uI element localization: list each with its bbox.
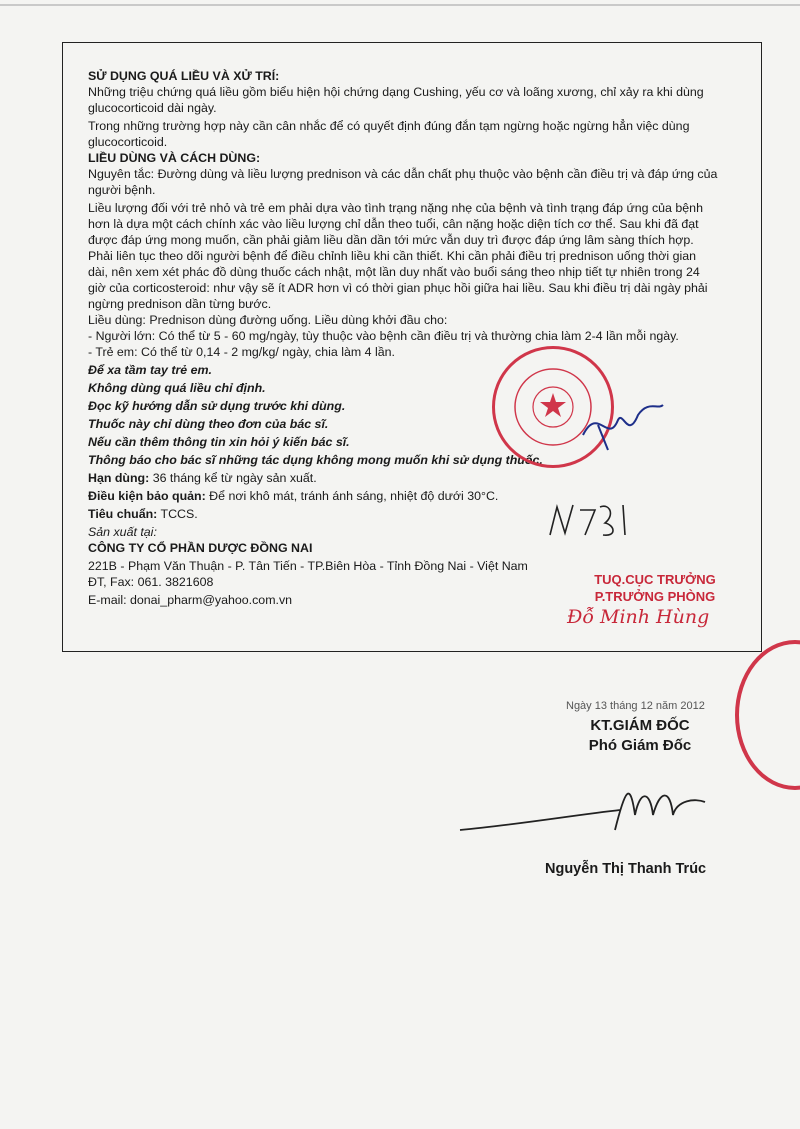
signoff-name: Nguyễn Thị Thanh Trúc — [545, 861, 707, 877]
dosage-heading: LIỀU DÙNG VÀ CÁCH DÙNG: — [88, 151, 261, 165]
dosage-adult: - Người lớn: Có thể từ 5 - 60 mg/ngày, tùy thuộc vào bệnh cần điều trị và thường chia làm 2-4 lần mỗi ngày. — [88, 329, 679, 343]
approver-name: Đỗ Minh Hùng — [567, 606, 710, 628]
warning-line: Để xa tầm tay trẻ em. — [88, 363, 212, 377]
standard-value: TCCS. — [157, 507, 198, 521]
dosage-child: - Trẻ em: Có thể từ 0,14 - 2 mg/kg/ ngày, chia làm 4 lần. — [88, 345, 395, 359]
company-name: CÔNG TY CỔ PHẦN DƯỢC ĐỒNG NAI — [88, 541, 313, 555]
warning-line: Đọc kỹ hướng dẫn sử dụng trước khi dùng. — [88, 399, 346, 413]
overdose-para-2: Trong những trường hợp này cần cân nhắc để có quyết định đúng đắn tạm ngừng hoặc ngừng hẳn việc dùng glucocorticoid. — [88, 119, 690, 149]
warning-line: Nếu cần thêm thông tin xin hỏi ý kiến bác sĩ. — [88, 435, 350, 449]
company-stamp — [735, 640, 800, 790]
approver-signature-icon — [578, 395, 668, 455]
expiry-row — [88, 470, 718, 486]
signoff-date: Ngày 13 tháng 12 năm 2012 — [566, 700, 705, 712]
director-signature-icon — [455, 770, 715, 840]
overdose-para-1: Những triệu chứng quá liều gồm biểu hiện hội chứng dạng Cushing, yếu cơ và loãng xương, chỉ xảy ra khi dùng glucocorticoid dài ngày. — [88, 85, 704, 115]
expiry-value: 36 tháng kể từ ngày sản xuất. — [149, 471, 317, 485]
company-address: 221B - Phạm Văn Thuận - P. Tân Tiến - TP.Biên Hòa - Tỉnh Đồng Nai - Việt Nam — [88, 559, 528, 573]
dosage-children-para: Liều lượng đối với trẻ nhỏ và trẻ em phải dựa vào tình trạng nặng nhẹ của bệnh và tình trạng đáp ứng của bệnh hơn là dựa một cách chính xác vào liều lượng chỉ dẫn theo tuổi, cân nặng hoặc diện tích cơ thể. Sau khi đã đạt được đáp ứng mong muốn, cần phải giảm liều dần dần tới mức vẫn duy trì được đáp ứng lâm sàng thích hợp. Phải liên tục theo dõi người bệnh để điều chỉnh liều khi cần thiết. Khi cần phải điều trị prednison uống thời gian dài, nên xem xét phác đồ dùng thuốc cách nhật, một lần duy nhất vào buổi sáng theo nhịp tiết tự nhiên trong 24 giờ của corticosteroid: như vậy sẽ ít ADR hơn vì có thời gian phục hồi giữa hai liều. Sau khi điều trị dài ngày phải ngừng prednison dần từng bước. — [88, 201, 708, 311]
approval-line-1: TUQ.CỤC TRƯỞNG — [594, 572, 716, 587]
scan-edge — [0, 4, 800, 6]
overdose-heading: SỬ DỤNG QUÁ LIỀU VÀ XỬ TRÍ: — [88, 69, 280, 83]
storage-value: Để nơi khô mát, tránh ánh sáng, nhiệt độ dưới 30°C. — [205, 489, 499, 503]
made-at-label: Sản xuất tại: — [88, 525, 157, 539]
initials-signature-icon — [545, 495, 645, 545]
company-email: E-mail: donai_pharm@yahoo.com.vn — [88, 593, 293, 607]
approval-block — [575, 571, 735, 605]
signoff-title: KT.GIÁM ĐỐC — [590, 717, 690, 734]
signoff-block — [560, 716, 720, 756]
storage-label: Điều kiện bảo quản: — [88, 489, 206, 503]
expiry-label: Hạn dùng: — [88, 471, 150, 485]
warning-line: Thông báo cho bác sĩ những tác dụng không mong muốn khi sử dụng thuốc. — [88, 453, 543, 467]
company-phone: ĐT, Fax: 061. 3821608 — [88, 575, 214, 589]
dosage-route: Liều dùng: Prednison dùng đường uống. Liều dùng khởi đầu cho: — [88, 313, 448, 327]
dosage-principle: Nguyên tắc: Đường dùng và liều lượng prednison và các dẫn chất phụ thuộc vào bệnh cần điều trị và đáp ứng của người bệnh. — [88, 167, 718, 197]
warning-line: Thuốc này chỉ dùng theo đơn của bác sĩ. — [88, 417, 329, 431]
warning-line: Không dùng quá liều chỉ định. — [88, 381, 266, 395]
standard-label: Tiêu chuẩn: — [88, 507, 158, 521]
signoff-subtitle: Phó Giám Đốc — [588, 737, 692, 754]
approval-line-2: P.TRƯỞNG PHÒNG — [594, 589, 716, 604]
